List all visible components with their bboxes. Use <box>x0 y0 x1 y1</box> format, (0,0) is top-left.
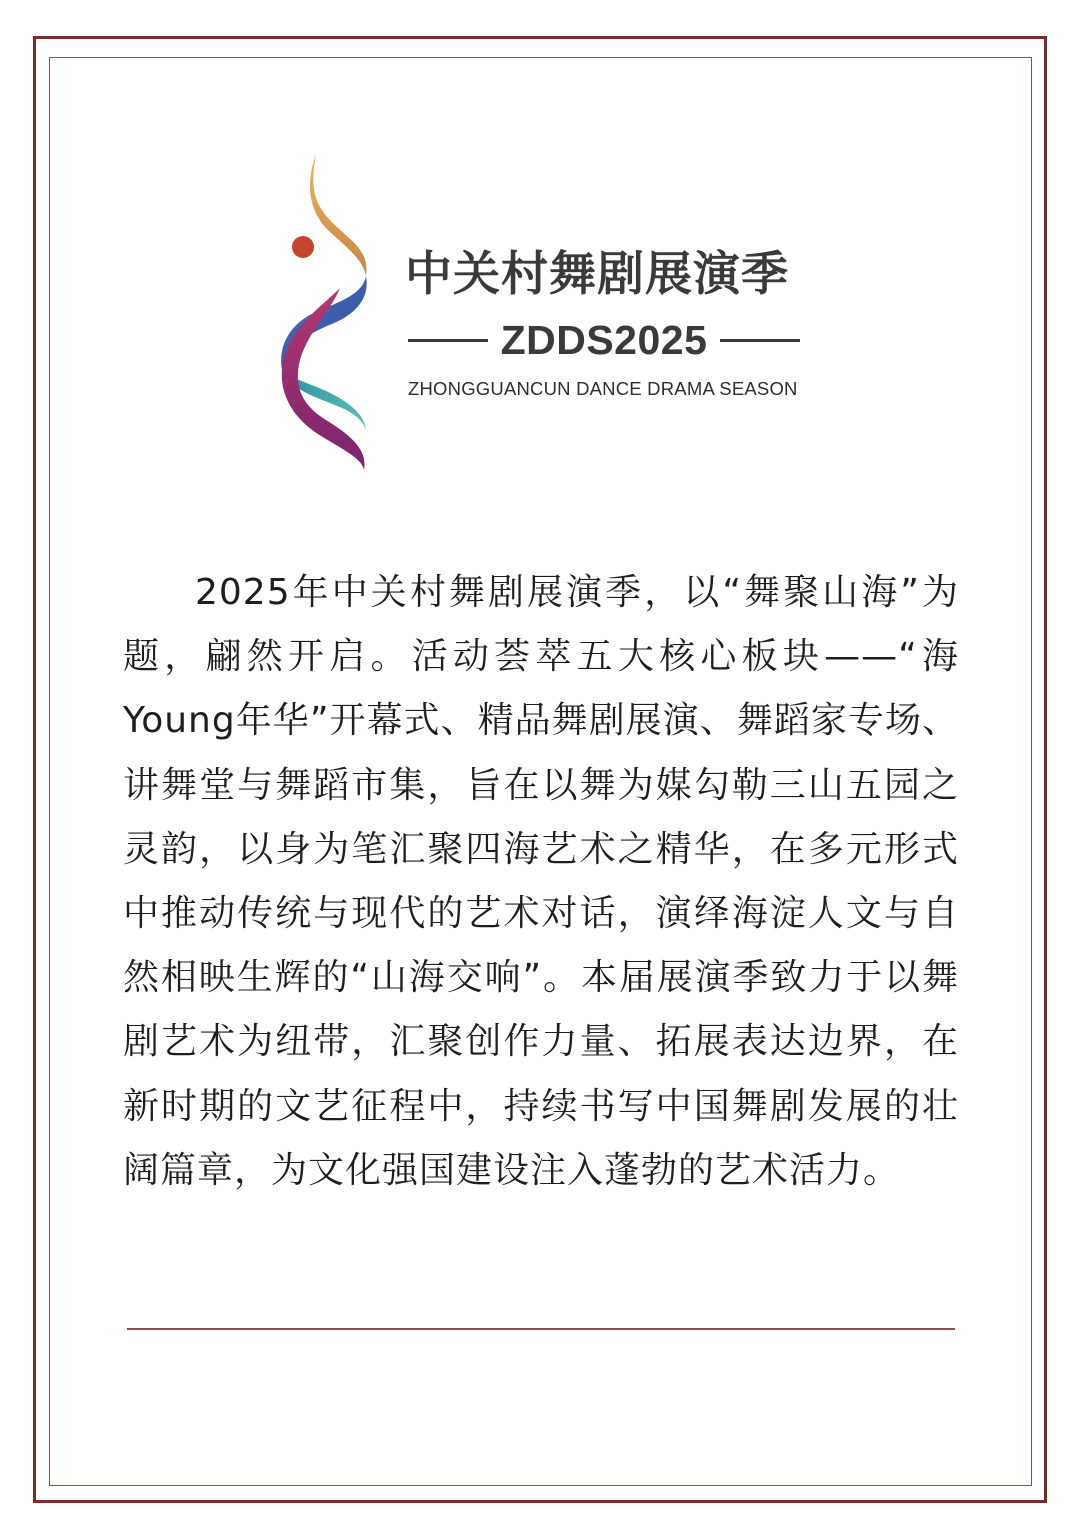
intro-paragraph: 2025年中关村舞剧展演季，以“舞聚山海”为题，翩然开启。活动荟萃五大核心板块——“海Young年华”开幕式、精品舞剧展演、舞蹈家专场、讲舞堂与舞蹈市集，旨在以舞为媒勾勒三山五园之灵韵，以身为笔汇聚四海艺术之精华，在多元形式中推动传统与现代的艺术对话，演绎海淀人文与自然相映生辉的“山海交响”。本届展演季致力于以舞剧艺术为纽带，汇聚创作力量、拓展表达边界，在新时期的文艺征程中，持续书写中国舞剧发展的壮阔篇章，为文化强国建设注入蓬勃的艺术活力。 <box>123 572 959 1191</box>
logo-right-rule <box>720 339 800 342</box>
logo-code: ZDDS2025 <box>500 316 708 363</box>
logo-title-chinese: 中关村舞剧展演季 <box>405 247 789 302</box>
bottom-divider <box>127 1328 955 1330</box>
logo-title-english: ZHONGGUANCUN DANCE DRAMA SEASON <box>408 378 798 399</box>
logo-left-rule <box>408 339 488 342</box>
red-dot-icon <box>292 236 314 258</box>
logo-code-row <box>408 316 800 364</box>
ribbon-dancer-logo-icon <box>270 148 380 478</box>
